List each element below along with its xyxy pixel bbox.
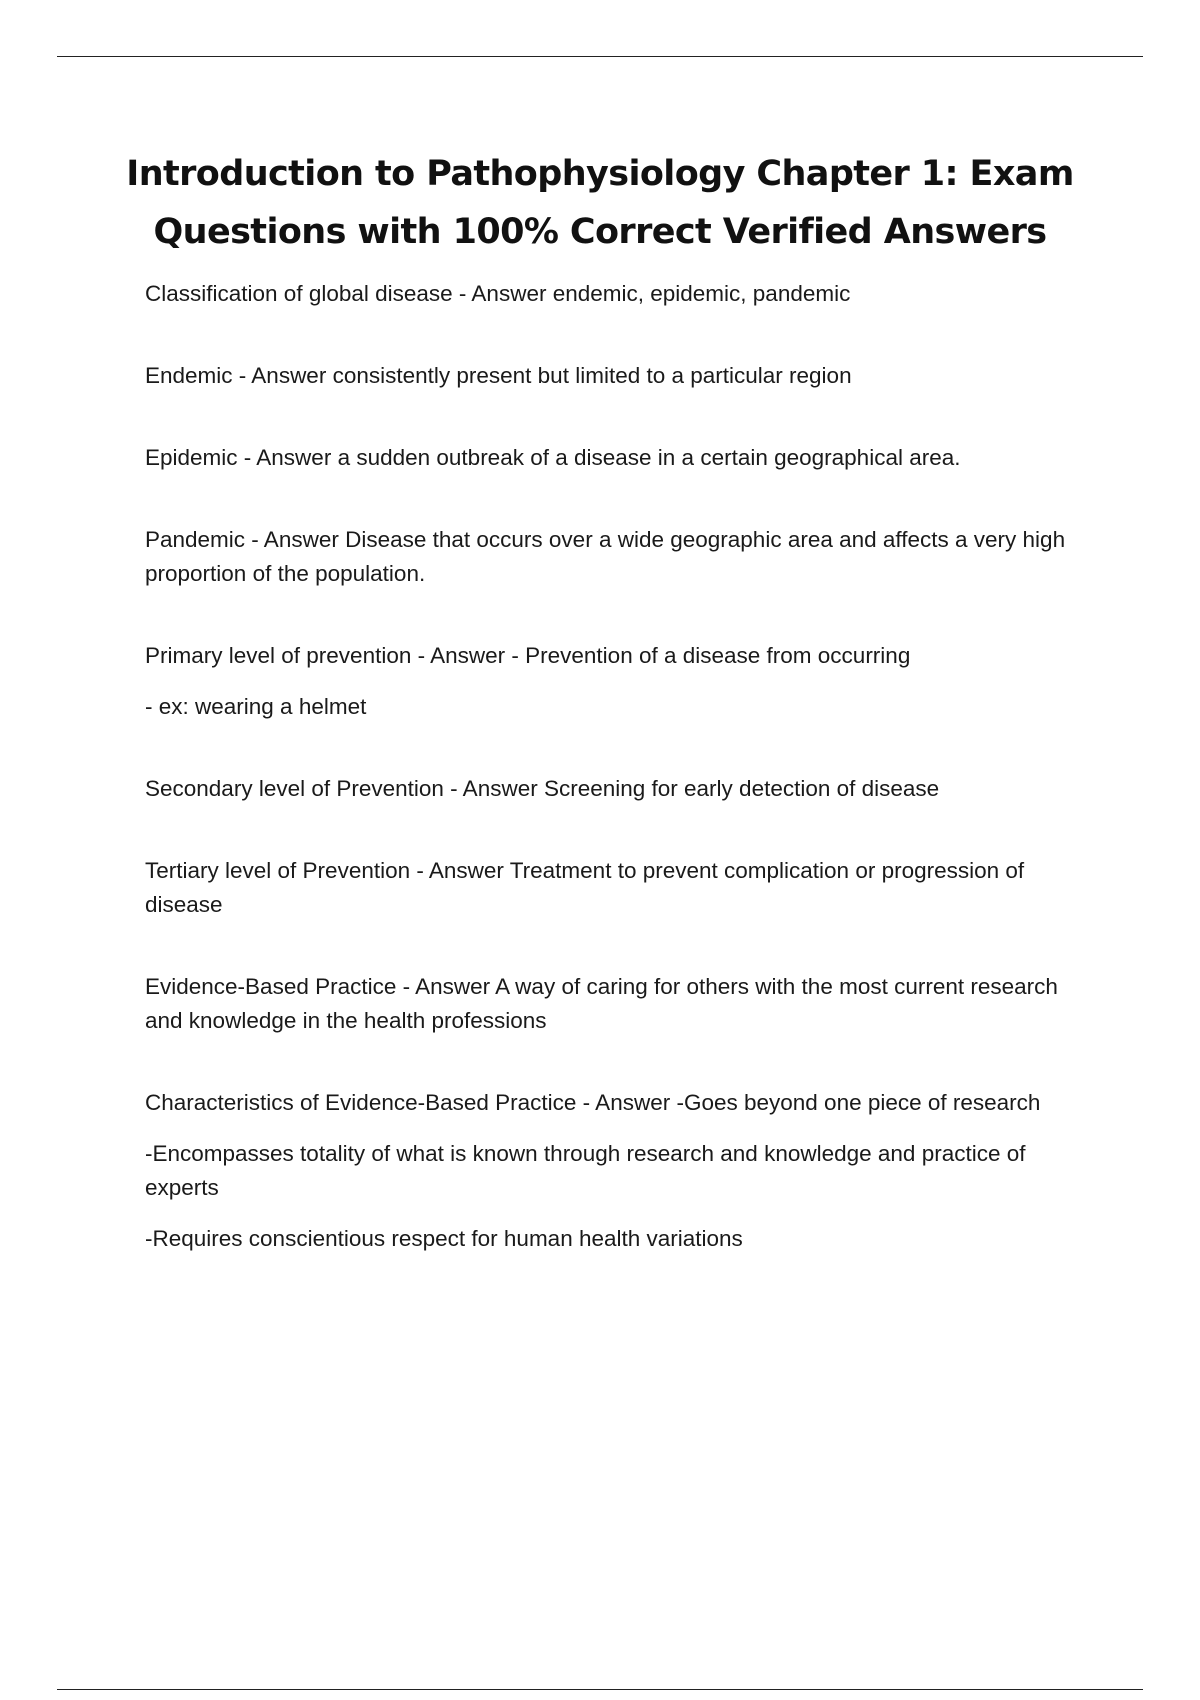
qa-text: Characteristics of Evidence-Based Practice - Answer -Goes beyond one piece of research — [145, 1090, 1041, 1115]
qa-item-endemic — [145, 359, 1100, 393]
qa-text: Endemic - Answer consistently present but limited to a particular region — [145, 363, 852, 388]
qa-item-tertiary-prevention — [145, 854, 1100, 922]
qa-item-epidemic — [145, 441, 1100, 475]
qa-item-ebp-characteristics — [145, 1086, 1100, 1256]
qa-text-detail: -Encompasses totality of what is known through research and knowledge and practice of experts — [145, 1141, 1026, 1200]
document-title — [120, 145, 1080, 261]
qa-text: Primary level of prevention - Answer - Prevention of a disease from occurring — [145, 643, 911, 668]
qa-text: Classification of global disease - Answer endemic, epidemic, pandemic — [145, 281, 851, 306]
qa-text: Epidemic - Answer a sudden outbreak of a disease in a certain geographical area. — [145, 445, 961, 470]
qa-list — [145, 277, 1100, 1256]
qa-text: Tertiary level of Prevention - Answer Treatment to prevent complication or progression of disease — [145, 858, 1025, 917]
bottom-divider — [57, 1689, 1143, 1690]
qa-item-primary-prevention — [145, 639, 1100, 724]
qa-text-detail: - ex: wearing a helmet — [145, 694, 367, 719]
qa-item-evidence-based-practice — [145, 970, 1100, 1038]
top-divider — [57, 56, 1143, 57]
title-line-1: Introduction to Pathophysiology Chapter 1: Exam — [126, 154, 1074, 194]
qa-text-detail: -Requires conscientious respect for human health variations — [145, 1226, 743, 1251]
title-line-2: Questions with 100% Correct Verified Answers — [153, 212, 1047, 252]
qa-text: Evidence-Based Practice - Answer A way of caring for others with the most current research and knowledge in the health professions — [145, 974, 1058, 1033]
qa-text: Secondary level of Prevention - Answer Screening for early detection of disease — [145, 776, 940, 801]
qa-item-secondary-prevention — [145, 772, 1100, 806]
qa-item-pandemic — [145, 523, 1100, 591]
qa-text: Pandemic - Answer Disease that occurs over a wide geographic area and affects a very high proportion of the population. — [145, 527, 1066, 586]
qa-item-global-disease — [145, 277, 1100, 311]
